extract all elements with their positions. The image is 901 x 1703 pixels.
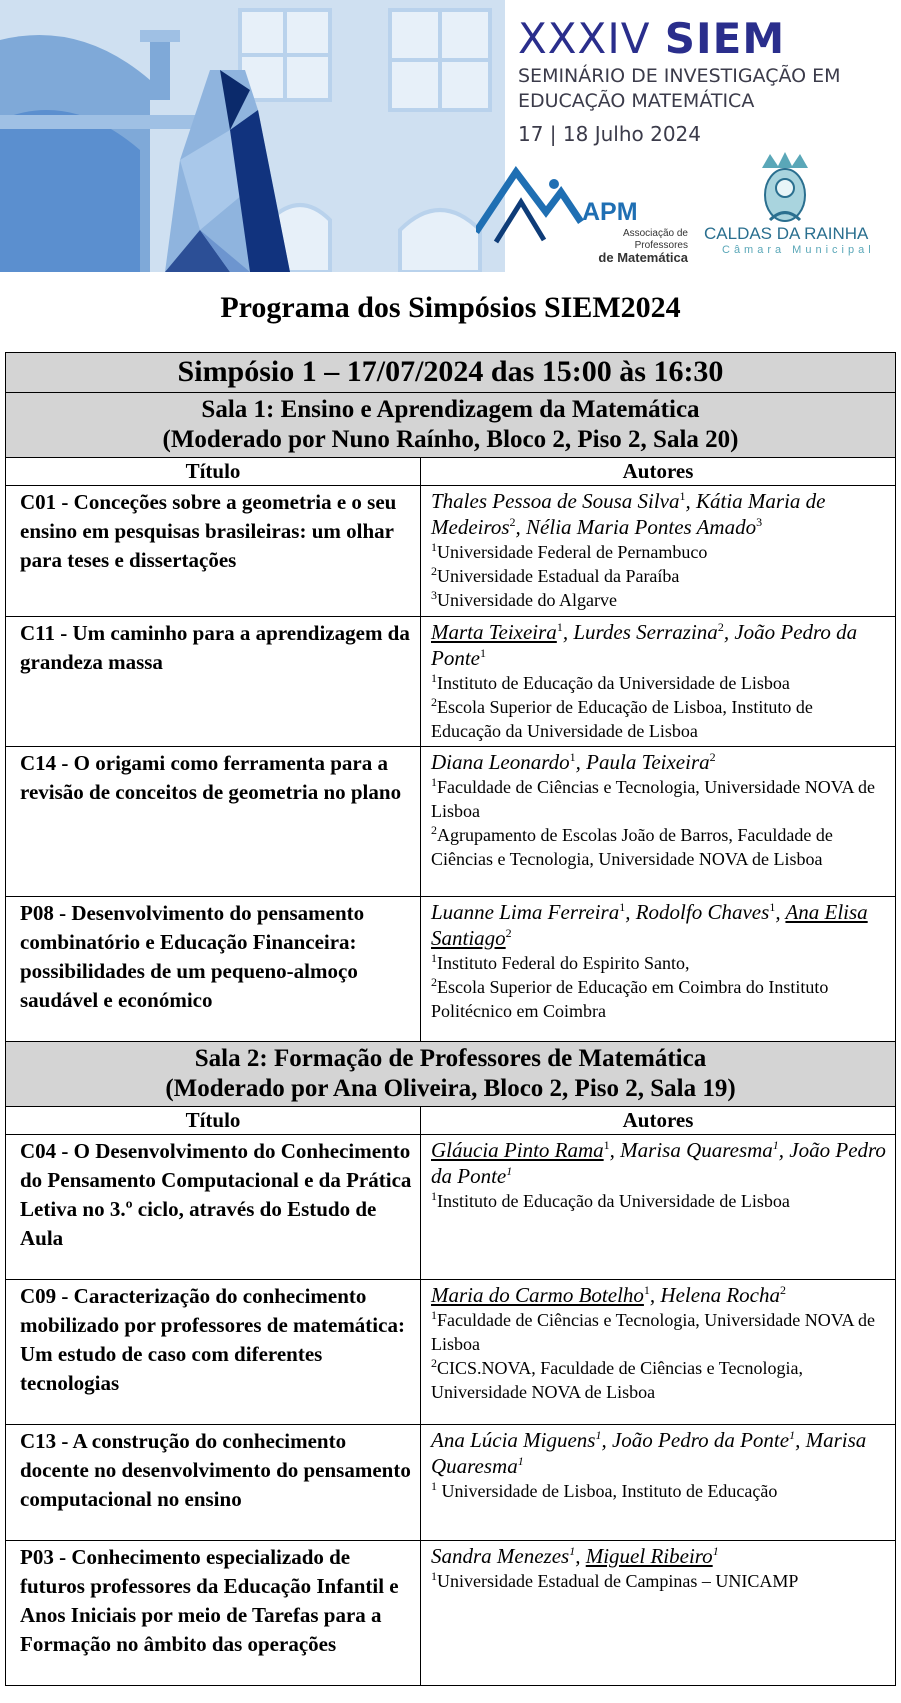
session-title: P08 - Desenvolvimento do pensamento combinatório e Educação Financeira: possibilidades de um pequeno-almoço saudável e económico — [6, 897, 421, 1042]
apm-name: APM — [582, 198, 638, 226]
presenting-author: Marta Teixeira — [431, 620, 557, 644]
event-subtitle-line2: EDUCAÇÃO MATEMÁTICA — [518, 90, 755, 112]
author: Kátia Maria de Medeiros — [431, 489, 826, 539]
table-row — [6, 1135, 896, 1280]
affiliation: Instituto de Educação da Universidade de Lisboa — [437, 673, 790, 693]
caldas-subtitle: Câmara Municipal — [722, 244, 875, 256]
table-row — [6, 1541, 896, 1686]
author: Rodolfo Chaves — [635, 900, 770, 924]
table-row — [6, 1425, 896, 1541]
event-acronym: SIEM — [664, 14, 786, 63]
header-banner — [0, 0, 901, 272]
table-row — [6, 1280, 896, 1425]
session-title: C11 - Um caminho para a aprendizagem da grandeza massa — [6, 617, 421, 747]
author: João Pedro da Ponte — [431, 1138, 886, 1188]
session-authors: Thales Pessoa de Sousa Silva$^1$, Kátia Maria de Medeiros$^2$, Nélia Maria Pontes Amado$^3$ $^1$Universidade Federal de Pernambuco $^2$Universidade Estadual da Paraíba $^3$Universidade do Algarve — [421, 486, 896, 617]
room-2-name: Sala 2: Formação de Professores de Matemática — [194, 1045, 707, 1072]
symposium-table — [5, 352, 896, 1686]
affiliation: Universidade Estadual de Campinas – UNICAMP — [437, 1571, 799, 1591]
presenting-author: Miguel Ribeiro — [585, 1544, 713, 1568]
session-authors: Maria do Carmo Botelho$^1$, Helena Rocha$^2$ $^1$Faculdade de Ciências e Tecnologia, Universidade NOVA de Lisboa $^2$CICS.NOVA, Faculdade de Ciências e Tecnologia, Universidade NOVA de Lisboa — [421, 1280, 896, 1425]
author: João Pedro da Ponte — [431, 620, 858, 670]
affiliation: Faculdade de Ciências e Tecnologia, Universidade NOVA de Lisboa — [431, 1310, 875, 1354]
caldas-name: CALDAS DA RAINHA — [704, 224, 869, 243]
room-1-heading — [6, 393, 896, 458]
document-title: Programa dos Simpósios SIEM2024 — [220, 291, 681, 324]
session-authors: Luanne Lima Ferreira$^1$, Rodolfo Chaves$^1$, Ana Elisa Santiago$^2$ $^1$Instituto Federal do Espirito Santo, $^2$Escola Superior de Educação em Coimbra do Instituto Politécnico em Coimbra — [421, 897, 896, 1042]
session-title: C01 - Conceções sobre a geometria e o seu ensino em pesquisas brasileiras: um olhar para teses e dissertações — [6, 486, 421, 617]
affiliation: Instituto Federal do Espirito Santo, — [437, 953, 690, 973]
affiliation: Universidade do Algarve — [437, 590, 617, 610]
author: Lurdes Serrazina — [573, 620, 718, 644]
column-header-authors: Autores — [421, 458, 896, 486]
affiliation: Faculdade de Ciências e Tecnologia, Universidade NOVA de Lisboa — [431, 777, 875, 821]
affiliation: Universidade Estadual da Paraíba — [437, 566, 680, 586]
session-authors: Ana Lúcia Miguens$^1$, João Pedro da Ponte$^1$, Marisa Quaresma$^1$ $^1$ Universidade de Lisboa, Instituto de Educação — [421, 1425, 896, 1541]
session-authors: Gláucia Pinto Rama$^1$, Marisa Quaresma$^1$, João Pedro da Ponte$^1$ $^1$Instituto de Educação da Universidade de Lisboa — [421, 1135, 896, 1280]
session-title: C14 - O origami como ferramenta para a revisão de conceitos de geometria no plano — [6, 747, 421, 897]
column-header-title: Título — [6, 458, 421, 486]
table-row — [6, 897, 896, 1042]
session-authors: Sandra Menezes$^1$, Miguel Ribeiro$^1$ $^1$Universidade Estadual de Campinas – UNICAMP — [421, 1541, 896, 1686]
column-header-title: Título — [6, 1107, 421, 1135]
author: Nélia Maria Pontes Amado — [526, 515, 757, 539]
session-authors: Diana Leonardo$^1$, Paula Teixeira$^2$ $^1$Faculdade de Ciências e Tecnologia, Universidade NOVA de Lisboa $^2$Agrupamento de Escolas João de Barros, Faculdade de Ciências e Tecnologia, Universidade NOVA de Lisboa — [421, 747, 896, 897]
session-title: C09 - Caracterização do conhecimento mobilizado por professores de matemática: Um estudo de caso com diferentes tecnologias — [6, 1280, 421, 1425]
affiliation: Universidade de Lisboa, Instituto de Educação — [441, 1481, 778, 1501]
session-title: C13 - A construção do conhecimento docente no desenvolvimento do pensamento computacional no ensino — [6, 1425, 421, 1541]
event-subtitle-line1: SEMINÁRIO DE INVESTIGAÇÃO EM — [518, 65, 841, 87]
author: Thales Pessoa de Sousa Silva — [431, 489, 680, 513]
apm-subtitle — [578, 228, 688, 266]
presenting-author: Ana Elisa Santiago — [431, 900, 868, 950]
affiliation: Universidade Federal de Pernambuco — [437, 542, 708, 562]
author: Paula Teixeira — [586, 750, 710, 774]
table-row — [6, 486, 896, 617]
caldas-crest-icon — [750, 150, 820, 228]
affiliation: Escola Superior de Educação de Lisboa, Instituto de Educação da Universidade de Lisboa — [431, 697, 813, 741]
column-header-authors: Autores — [421, 1107, 896, 1135]
apm-subtitle-line1: Associação de Professores — [622, 228, 688, 251]
room-1-moderator: (Moderado por Nuno Raínho, Bloco 2, Piso 2, Sala 20) — [162, 426, 739, 453]
apm-subtitle-line2: de Matemática — [598, 250, 688, 265]
event-dates: 17 | 18 Julho 2024 — [518, 122, 702, 146]
session-title: P03 - Conhecimento especializado de futuros professores da Educação Infantil e Anos Iniciais por meio de Tarefas para a Formação no âmbito das operações — [6, 1541, 421, 1686]
symposium-heading: Simpósio 1 – 17/07/2024 das 15:00 às 16:30 — [6, 353, 896, 393]
event-roman-numeral: XXXIV — [518, 14, 651, 63]
author: Ana Lúcia Miguens — [431, 1428, 596, 1452]
session-title: C04 - O Desenvolvimento do Conhecimento do Pensamento Computacional e da Prática Letiva no 3.º ciclo, através do Estudo de Aula — [6, 1135, 421, 1280]
affiliation: Agrupamento de Escolas João de Barros, Faculdade de Ciências e Tecnologia, Universidade NOVA de Lisboa — [431, 825, 833, 869]
author: Sandra Menezes — [431, 1544, 570, 1568]
table-row — [6, 747, 896, 897]
author: João Pedro da Ponte — [611, 1428, 790, 1452]
event-branding — [518, 14, 898, 146]
author: Diana Leonardo — [431, 750, 570, 774]
session-authors: Marta Teixeira$^1$, Lurdes Serrazina$^2$, João Pedro da Ponte$^1$ $^1$Instituto de Educação da Universidade de Lisboa $^2$Escola Superior de Educação de Lisboa, Instituto de Educação da Universidade de Lisboa — [421, 617, 896, 747]
author: Helena Rocha — [660, 1283, 780, 1307]
author: Luanne Lima Ferreira — [431, 900, 620, 924]
presenting-author: Gláucia Pinto Rama — [431, 1138, 604, 1162]
affiliation: Instituto de Educação da Universidade de Lisboa — [437, 1191, 790, 1211]
event-title — [518, 14, 898, 64]
affiliation: Escola Superior de Educação em Coimbra do Instituto Politécnico em Coimbra — [431, 977, 829, 1021]
room-2-moderator: (Moderado por Ana Oliveira, Bloco 2, Piso 2, Sala 19) — [165, 1075, 736, 1102]
room-1-name: Sala 1: Ensino e Aprendizagem da Matemática — [201, 396, 700, 423]
room-2-heading — [6, 1042, 896, 1107]
author: Marisa Quaresma — [431, 1428, 867, 1478]
table-row — [6, 617, 896, 747]
presenting-author: Maria do Carmo Botelho — [431, 1283, 644, 1307]
author: Marisa Quaresma — [620, 1138, 773, 1162]
affiliation: CICS.NOVA, Faculdade de Ciências e Tecnologia, Universidade NOVA de Lisboa — [431, 1358, 804, 1402]
banner-illustration — [0, 0, 505, 272]
